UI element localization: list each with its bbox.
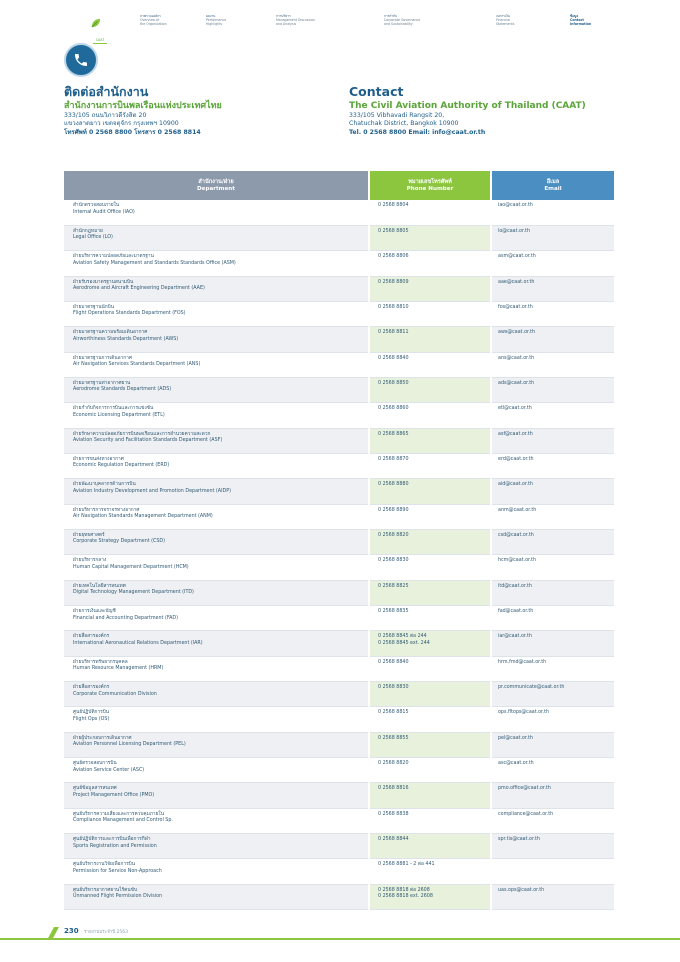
phone-icon: [64, 43, 98, 77]
tab-item[interactable]: [570, 14, 591, 26]
department-name-th: ฝ่ายสื่อสารองค์กร: [73, 685, 110, 691]
email-cell[interactable]: compliance@caat.or.th: [491, 808, 614, 833]
department-name-th: สำนักตรวจสอบภายใน: [73, 203, 120, 208]
tab-item[interactable]: [206, 14, 226, 26]
department-name-en: Aviation Industry Development and Promotion Department (AIDP): [73, 488, 231, 494]
department-name-en: Digital Technology Management Department (ITD): [73, 590, 194, 596]
tab-item-label: งบการเงิน: [496, 14, 510, 18]
department-name-th: ฝ่ายบริหารกลาง: [73, 558, 107, 564]
department-name-th: ศูนย์ปฏิบัติการบิน: [73, 710, 110, 716]
email-cell[interactable]: pel@caat.or.th: [491, 732, 614, 757]
footer-arrow-icon: [46, 925, 60, 941]
table-row: [64, 606, 614, 631]
department-cell: [64, 606, 369, 631]
email-cell[interactable]: asc@caat.or.th: [491, 758, 614, 783]
department-name-en: Permission for Service Non-Approach: [73, 868, 162, 874]
header-address-line-2-en: Chatuchak District, Bangkok 10900: [349, 120, 459, 127]
table-row: [64, 682, 614, 707]
phone-cell: 0 2568 8830: [369, 555, 491, 580]
table-row: [64, 479, 614, 504]
tab-item-label: Contact: [570, 18, 584, 22]
department-name-th: ศูนย์ปฏิบัติการและการบินเพื่อการกีฬา: [73, 837, 151, 843]
email-cell[interactable]: etl@caat.or.th: [491, 403, 614, 428]
table-row: [64, 377, 614, 402]
department-cell: [64, 403, 369, 428]
section-tabs: [86, 14, 626, 48]
department-cell: [64, 555, 369, 580]
table-row: [64, 301, 614, 326]
email-cell[interactable]: ads@caat.or.th: [491, 377, 614, 402]
department-name-en: Human Resource Management (HRM): [73, 666, 164, 672]
department-name-en: International Aeronautical Relations Department (IAR): [73, 640, 203, 646]
phone-cell: 0 2568 8890: [369, 504, 491, 529]
table-row: [64, 555, 614, 580]
department-name-en: Aerodrome and Aircraft Engineering Department (AAE): [73, 286, 205, 292]
department-cell: [64, 529, 369, 554]
email-cell[interactable]: fad@caat.or.th: [491, 606, 614, 631]
phone-cell: 0 2568 8820: [369, 758, 491, 783]
department-cell: [64, 580, 369, 605]
phone-cell: 0 2568 8815: [369, 707, 491, 732]
department-cell: [64, 251, 369, 276]
department-name-en: Project Management Office (PMO): [73, 792, 155, 798]
email-cell[interactable]: csd@caat.or.th: [491, 529, 614, 554]
department-name-th: ฝ่ายมาตรฐานท่าอากาศยาน: [73, 380, 131, 386]
email-cell[interactable]: itd@caat.or.th: [491, 580, 614, 605]
department-cell: [64, 301, 369, 326]
table-row: [64, 504, 614, 529]
email-cell[interactable]: pmo.office@caat.or.th: [491, 783, 614, 808]
department-name-en: Compliance Management and Control Sp.: [73, 818, 173, 824]
phone-cell: 0 2568 8820: [369, 529, 491, 554]
tab-item-label: ภาพรวมองค์กร: [140, 14, 161, 18]
department-name-th: ฝ่ายพัฒนาบุคลากรด้านการบิน: [73, 482, 136, 488]
department-cell: [64, 884, 369, 909]
tab-item-label: การกำกับ: [384, 14, 398, 18]
tab-item-label: Statements: [496, 22, 515, 26]
phone-cell: 0 2568 8845 ต่อ 244 0 2568 8845 ext. 244: [369, 631, 491, 656]
column-header-department: สำนักงาน/ฝ่าย Department: [64, 171, 369, 200]
tab-item-label: Overview of: [140, 18, 160, 22]
department-name-th: ฝ่ายบริหารการจราจรทางอากาศ: [73, 507, 140, 513]
tab-item-label: and Analysis: [276, 22, 297, 26]
table-row: [64, 656, 614, 681]
department-cell: [64, 377, 369, 402]
email-cell[interactable]: spr.tis@caat.or.th: [491, 834, 614, 859]
department-name-th: ฝ่ายมาตรฐานการเดินอากาศ: [73, 355, 132, 361]
department-name-th: ศูนย์บริหารงานวิจัยเพื่อการบิน: [73, 862, 135, 868]
header-org-th: สำนักงานการบินพลเรือนแห่งประเทศไทย: [64, 101, 222, 111]
phone-cell: 0 2568 8855: [369, 732, 491, 757]
tab-item-label: Information: [570, 22, 592, 26]
contact-header-english: [349, 84, 619, 137]
tab-item-label: the Organization: [140, 22, 167, 26]
contact-table: [64, 171, 614, 910]
phone-cell: 0 2568 8870: [369, 453, 491, 478]
department-cell: [64, 808, 369, 833]
tab-home-label: CAAT: [95, 38, 105, 42]
department-name-th: ศูนย์บริหารความเสี่ยงและการควบคุมภายใน: [73, 811, 165, 817]
header-org-en: The Civil Aviation Authority of Thailand (CAAT): [349, 101, 586, 111]
tab-item-label: Corporate Governance: [384, 18, 421, 22]
page-number: 230: [64, 927, 79, 935]
email-cell[interactable]: asf@caat.or.th: [491, 428, 614, 453]
department-name-en: Sports Registration and Permission: [73, 843, 157, 849]
department-cell: [64, 656, 369, 681]
email-cell[interactable]: aae@caat.or.th: [491, 276, 614, 301]
table-row: [64, 732, 614, 757]
phone-cell: 0 2568 8806: [369, 251, 491, 276]
phone-cell: 0 2568 8838: [369, 808, 491, 833]
tab-item-label: Financial: [496, 18, 510, 22]
footer-rule: [0, 938, 680, 940]
tab-item-label: ผลงาน: [206, 14, 216, 18]
department-name-th: ฝ่ายรักษาความปลอดภัยการบินพลเรือนและการอำนวยความสะดวก: [73, 431, 211, 437]
email-cell[interactable]: anm@caat.or.th: [491, 504, 614, 529]
header-address-line-1-en: 333/105 Vibhavadi Rangsit 20,: [349, 112, 445, 119]
department-name-en: Flight Ops (OS): [73, 716, 110, 722]
department-name-th: ฝ่ายการเงินและบัญชี: [73, 609, 116, 614]
department-name-en: Corporate Communication Division: [73, 691, 157, 697]
leaf-logo-icon: [90, 18, 101, 29]
phone-cell: 0 2568 8804: [369, 200, 491, 225]
department-name-en: Air Navigation Services Standards Department (ANS): [73, 362, 201, 368]
email-cell[interactable]: erd@caat.or.th: [491, 453, 614, 478]
department-name-en: Flight Operations Standards Department (FOS): [73, 311, 186, 317]
table-row: [64, 327, 614, 352]
table-row: [64, 580, 614, 605]
table-row: [64, 276, 614, 301]
department-name-th: ศูนย์บริหารอากาศยานไร้คนขับ: [73, 887, 137, 893]
email-cell[interactable]: aid@caat.or.th: [491, 479, 614, 504]
phone-cell: 0 2568 8818 ต่อ 2608 0 2568 8818 ext. 2608: [369, 884, 491, 909]
department-cell: [64, 327, 369, 352]
department-name-th: ฝ่ายเทคโนโลยีสารสนเทศ: [73, 583, 126, 589]
department-name-th: ฝ่ายกำกับกิจการการบินและการแข่งขัน: [73, 406, 154, 412]
department-cell: [64, 504, 369, 529]
email-cell[interactable]: pr.communicate@caat.or.th: [491, 682, 614, 707]
department-name-th: ฝ่ายมาตรฐานนักบิน: [73, 304, 114, 310]
department-cell: [64, 783, 369, 808]
tab-item[interactable]: [140, 14, 167, 26]
department-cell: [64, 453, 369, 478]
tab-item[interactable]: [496, 14, 514, 26]
email-cell[interactable]: aws@caat.or.th: [491, 327, 614, 352]
department-cell: [64, 225, 369, 250]
column-header-email: อีเมล Email: [491, 171, 614, 200]
tab-item-label: Performance: [206, 18, 227, 22]
department-cell: [64, 200, 369, 225]
header-title-th: ติดต่อสำนักงาน: [64, 84, 149, 99]
department-cell: [64, 834, 369, 859]
phone-cell: 0 2568 8809: [369, 276, 491, 301]
table-row: [64, 428, 614, 453]
table-header-row: [64, 171, 614, 200]
table-row: [64, 453, 614, 478]
department-cell: [64, 758, 369, 783]
tab-item-label: ข้อมูล: [570, 14, 579, 18]
department-name-en: Airworthiness Standards Department (AWS): [73, 336, 179, 342]
email-cell[interactable]: iar@caat.or.th: [491, 631, 614, 656]
table-row: [64, 808, 614, 833]
table-row: [64, 403, 614, 428]
footer-caption: รายงานประจำปี 2563: [84, 930, 128, 935]
tab-item-label: การบริหาร: [276, 14, 291, 18]
tab-item-label: Management Discussion: [276, 18, 315, 22]
tab-item-label: Highlights: [206, 22, 223, 26]
phone-cell: 0 2568 8860: [369, 403, 491, 428]
department-name-en: Aviation Security and Facilitation Standards Department (ASF): [73, 438, 223, 444]
email-cell[interactable]: hrm.fmd@caat.or.th: [491, 656, 614, 681]
phone-cell: 0 2568 8805: [369, 225, 491, 250]
email-cell[interactable]: ops.fltops@caat.or.th: [491, 707, 614, 732]
email-cell[interactable]: asm@caat.or.th: [491, 251, 614, 276]
department-cell: [64, 682, 369, 707]
department-name-th: ฝ่ายบริหารทรัพยากรบุคคล: [73, 659, 128, 665]
department-name-th: ฝ่ายการขนส่งทางอากาศ: [73, 456, 124, 462]
department-name-en: Air Navigation Standards Management Department (ANM): [73, 514, 213, 520]
department-name-en: Aviation Personnel Licensing Department (PEL): [73, 742, 186, 748]
department-name-en: Legal Office (LO): [73, 235, 113, 241]
table-row: [64, 783, 614, 808]
department-name-en: Financial and Accounting Department (FAD): [73, 615, 178, 621]
table-row: [64, 834, 614, 859]
department-name-en: Aerodrome Standards Department (ADS): [73, 387, 172, 393]
department-name-en: Aviation Service Center (ASC): [73, 767, 145, 773]
department-name-th: ฝ่ายบริหารความปลอดภัยและมาตรฐาน: [73, 254, 154, 260]
department-name-en: Economic Licensing Department (ETL): [73, 412, 165, 418]
email-cell[interactable]: iao@caat.or.th: [491, 200, 614, 225]
table-row: [64, 200, 614, 225]
email-cell[interactable]: hcm@caat.or.th: [491, 555, 614, 580]
department-cell: [64, 631, 369, 656]
email-cell[interactable]: ans@caat.or.th: [491, 352, 614, 377]
header-phone-th: โทรศัพท์ 0 2568 8800 โทรสาร 0 2568 8814: [64, 129, 201, 136]
department-name-th: ศูนย์ตรวจสอบการบิน: [73, 761, 117, 767]
header-title-en: Contact: [349, 84, 404, 99]
department-name-th: ฝ่ายมาตรฐานความพร้อมเดินอากาศ: [73, 330, 148, 336]
table-row: [64, 251, 614, 276]
table-row: [64, 758, 614, 783]
header-address-line-1-th: 333/105 ถนนวิภาวดีรังสิต 20: [64, 112, 147, 119]
department-cell: [64, 479, 369, 504]
phone-cell: 0 2568 8844: [369, 834, 491, 859]
phone-cell: 0 2568 8840: [369, 656, 491, 681]
tab-item[interactable]: [276, 14, 315, 26]
department-name-th: ศูนย์ข้อมูลสารสนเทศ: [73, 786, 117, 792]
department-name-en: Unmanned Flight Permission Division: [73, 894, 163, 900]
department-cell: [64, 276, 369, 301]
tab-home[interactable]: [90, 14, 110, 42]
department-cell: [64, 859, 369, 884]
email-cell[interactable]: lo@caat.or.th: [491, 225, 614, 250]
contact-header-thai: [64, 84, 334, 137]
phone-cell: 0 2568 8850: [369, 377, 491, 402]
phone-cell: 0 2568 8835: [369, 606, 491, 631]
table-row: [64, 859, 614, 884]
department-cell: [64, 707, 369, 732]
department-name-en: Human Capital Management Department (HCM): [73, 564, 189, 570]
department-cell: [64, 732, 369, 757]
table-row: [64, 884, 614, 909]
department-name-en: Economic Regulation Department (ERD): [73, 463, 170, 469]
department-name-en: Corporate Strategy Department (CSD): [73, 539, 165, 545]
phone-cell: 0 2568 8830: [369, 682, 491, 707]
phone-cell: 0 2568 8865: [369, 428, 491, 453]
header-phone-en: Tel. 0 2568 8800 Email: info@caat.or.th: [349, 129, 486, 136]
table-row: [64, 352, 614, 377]
table-row: [64, 225, 614, 250]
phone-cell: 0 2568 8840: [369, 352, 491, 377]
department-name-th: ฝ่ายสื่อสารองค์กร: [73, 634, 110, 640]
department-cell: [64, 352, 369, 377]
tab-home-underline: [93, 43, 107, 44]
phone-cell: 0 2568 8881 - 2 ต่อ 441: [369, 859, 491, 884]
department-name-en: Internal Audit Office (IAO): [73, 209, 135, 215]
table-row: [64, 707, 614, 732]
department-cell: [64, 428, 369, 453]
department-name-en: Aviation Safety Management and Standards Standards Office (ASM): [73, 260, 236, 266]
table-row: [64, 529, 614, 554]
department-name-th: ฝ่ายรับรองมาตรฐานสนามบิน: [73, 279, 134, 285]
department-name-th: ฝ่ายยุทธศาสตร์: [73, 532, 105, 538]
column-header-phone: หมายเลขโทรศัพท์ Phone Number: [369, 171, 491, 200]
department-name-th: สำนักกฎหมาย: [73, 228, 103, 234]
phone-cell: 0 2568 8810: [369, 301, 491, 326]
table-row: [64, 631, 614, 656]
email-cell[interactable]: uas.ops@caat.or.th: [491, 884, 614, 909]
tab-item[interactable]: [384, 14, 420, 26]
email-cell[interactable]: fos@caat.or.th: [491, 301, 614, 326]
phone-cell: 0 2568 8825: [369, 580, 491, 605]
department-name-th: ฝ่ายผู้ประกอบการเดินอากาศ: [73, 735, 132, 741]
tab-item-label: and Sustainability: [384, 22, 413, 26]
header-address-line-2-th: แขวงลาดยาว เขตจตุจักร กรุงเทพฯ 10900: [64, 120, 179, 127]
phone-cell: 0 2568 8811: [369, 327, 491, 352]
email-cell[interactable]: [491, 859, 614, 884]
phone-cell: 0 2568 8880: [369, 479, 491, 504]
phone-cell: 0 2568 8816: [369, 783, 491, 808]
